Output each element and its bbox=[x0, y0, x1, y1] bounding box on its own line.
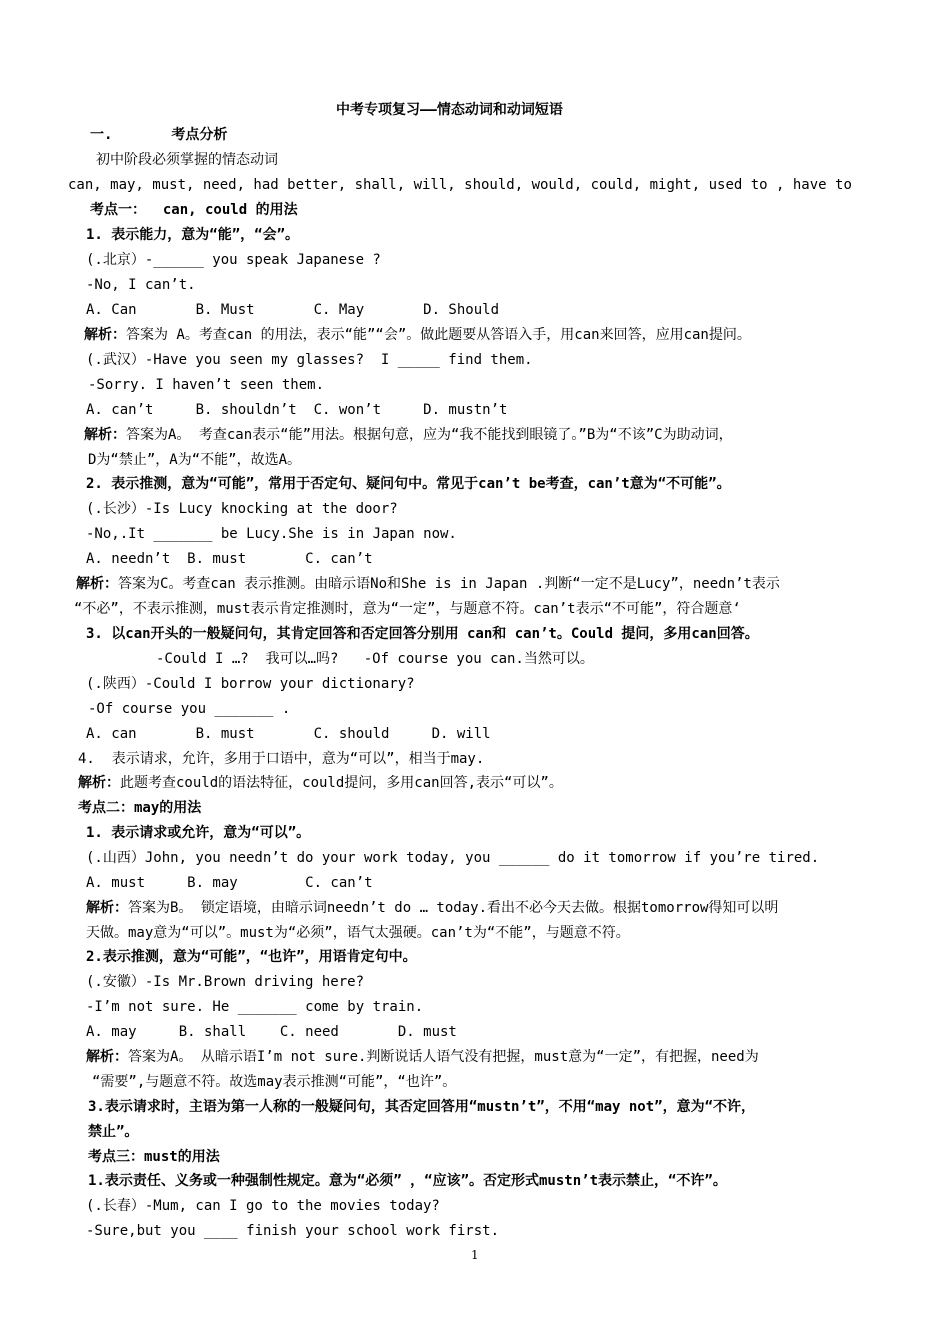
analysis-label: 解析： bbox=[78, 775, 120, 791]
text-line: 解析：答案为A。 考查can表示“能”用法。根据句意，应为“我不能找到眼镜了。”B为“不该”C为助动词， bbox=[84, 427, 733, 443]
text-line: 1. 表示请求或允许，意为“可以”。 bbox=[86, 825, 311, 841]
text-line: 3. 以can开头的一般疑问句，其肯定回答和否定回答分别用 can和 can’t。Could 提问，多用can回答。 bbox=[86, 626, 759, 642]
text-line: (.武汉）-Have you seen my glasses? I _____ find them. bbox=[86, 352, 533, 368]
text-line: 2. 表示推测，意为“可能”，常用于否定句、疑问句中。常见于can’t be考查，can’t意为“不可能”。 bbox=[86, 476, 731, 492]
text-line: 解析：此题考查could的语法特征，could提问，多用can回答,表示“可以”。 bbox=[78, 775, 563, 791]
page-title: 中考专项复习——情态动词和动词短语 bbox=[336, 102, 563, 118]
text-line: 解析：答案为A。 从暗示语I’m not sure.判断说话人语气没有把握，must意为“一定”，有把握，need为 bbox=[86, 1049, 759, 1065]
text-line: -No,.It _______ be Lucy.She is in Japan now. bbox=[86, 526, 457, 542]
text-line: A. can’t B. shouldn’t C. won’t D. mustn’t bbox=[86, 402, 508, 418]
text-line: A. Can B. Must C. May D. Should bbox=[86, 302, 500, 318]
text-line: D为“禁止”，A为“不能”，故选A。 bbox=[88, 452, 302, 468]
text-line: 3.表示请求时，主语为第一人称的一般疑问句，其否定回答用“mustn’t”，不用“may not”，意为“不许， bbox=[88, 1099, 756, 1115]
text-line: (.陕西）-Could I borrow your dictionary? bbox=[86, 676, 415, 692]
text-line: 解析：答案为 A。考查can 的用法，表示“能”“会”。做此题要从答语入手，用can来回答，应用can提问。 bbox=[84, 327, 751, 343]
text-line: (.北京）-______ you speak Japanese ? bbox=[86, 252, 381, 268]
analysis-label: 解析： bbox=[86, 900, 128, 916]
text-line: 初中阶段必须掌握的情态动词 bbox=[96, 152, 278, 168]
text-line: (.长春）-Mum, can I go to the movies today? bbox=[86, 1198, 440, 1214]
analysis-label: 解析： bbox=[84, 427, 126, 443]
text-line: -No, I can’t. bbox=[86, 277, 196, 293]
text-line: A. can B. must C. should D. will bbox=[86, 726, 491, 742]
text-line: 考点三：must的用法 bbox=[88, 1149, 220, 1165]
text-line: “需要”,与题意不符。故选may表示推测“可能”，“也许”。 bbox=[92, 1074, 457, 1090]
text-line: -I’m not sure. He _______ come by train. bbox=[86, 999, 424, 1015]
text-line: 考点一： can, could 的用法 bbox=[90, 202, 298, 218]
text-line: 1. 表示能力，意为“能”，“会”。 bbox=[86, 227, 300, 243]
text-line: -Of course you _______ . bbox=[88, 701, 291, 717]
analysis-label: 解析： bbox=[84, 327, 126, 343]
text-line: 1.表示责任、义务或一种强制性规定。意为“必须” ，“应该”。否定形式mustn’t表示禁止，“不许”。 bbox=[88, 1173, 727, 1189]
text-line: A. must B. may C. can’t bbox=[86, 875, 373, 891]
text-line: 禁止”。 bbox=[88, 1124, 139, 1140]
text-line: -Sorry. I haven’t seen them. bbox=[88, 377, 325, 393]
text-line: 2.表示推测，意为“可能”，“也许”，用语肯定句中。 bbox=[86, 949, 417, 965]
text-line: can, may, must, need, had better, shall, will, should, would, could, might, used to , have to bbox=[68, 177, 852, 193]
text-line: (.安徽）-Is Mr.Brown driving here? bbox=[86, 974, 365, 990]
text-line: -Could I …? 我可以…吗? -Of course you can.当然可以。 bbox=[156, 651, 594, 667]
text-line: 4. 表示请求，允许，多用于口语中，意为“可以”，相当于may. bbox=[78, 751, 485, 767]
text-line: 解析：答案为C。考查can 表示推测。由暗示语No和She is in Japan .判断“一定不是Lucy”，needn’t表示 bbox=[76, 576, 780, 592]
text-line: 解析：答案为B。 锁定语境，由暗示词needn’t do … today.看出不必今天去做。根据tomorrow得知可以明 bbox=[86, 900, 779, 916]
analysis-label: 解析： bbox=[76, 576, 118, 592]
text-line: -Sure,but you ____ finish your school work first. bbox=[86, 1223, 500, 1239]
page-number: 1 bbox=[471, 1248, 479, 1262]
text-line: 天做。may意为“可以”。must为“必须”，语气太强硬。can’t为“不能”，与题意不符。 bbox=[86, 925, 630, 941]
text-line: (.山西）John, you needn’t do your work today, you ______ do it tomorrow if you’re tired. bbox=[86, 850, 820, 866]
text-line: “不必”，不表示推测，must表示肯定推测时，意为“一定”，与题意不符。can’t表示“不可能”，符合题意‘ bbox=[74, 601, 741, 617]
text-line: 考点二：may的用法 bbox=[78, 800, 202, 816]
text-line: A. needn’t B. must C. can’t bbox=[86, 551, 373, 567]
analysis-label: 解析： bbox=[86, 1049, 128, 1065]
text-line: 一. 考点分析 bbox=[90, 127, 228, 143]
text-line: A. may B. shall C. need D. must bbox=[86, 1024, 457, 1040]
text-line: (.长沙）-Is Lucy knocking at the door? bbox=[86, 501, 398, 517]
